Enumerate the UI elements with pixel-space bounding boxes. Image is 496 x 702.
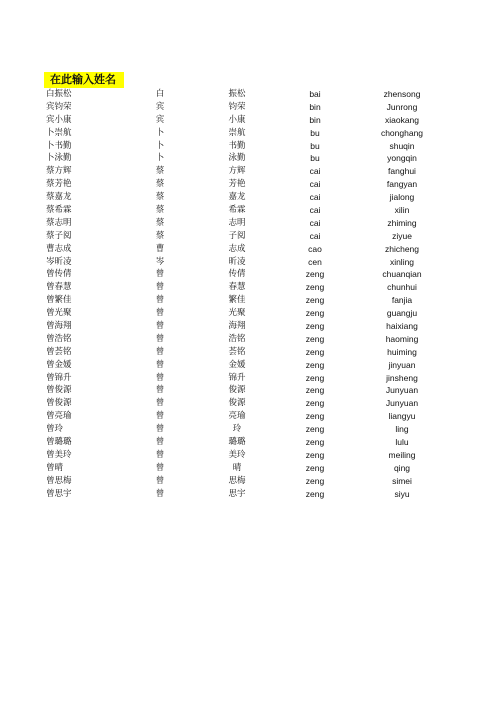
table-row <box>0 359 496 372</box>
full-name-cell[interactable]: 曾繁佳 <box>46 295 72 306</box>
full-name-cell[interactable]: 蔡志明 <box>46 217 72 228</box>
surname-cell[interactable]: 曾 <box>155 437 165 448</box>
full-name-cell[interactable]: 卜书勤 <box>46 140 72 151</box>
given-name-cell[interactable]: 亮瑜 <box>228 411 246 422</box>
given-name-pinyin-cell[interactable]: lulu <box>395 437 409 448</box>
given-name-cell[interactable]: 小康 <box>228 114 246 125</box>
given-name-pinyin-cell[interactable]: chonghang <box>380 127 424 138</box>
table-row <box>0 436 496 449</box>
given-name-cell[interactable]: 书勤 <box>228 140 246 151</box>
given-name-pinyin-cell[interactable]: haoming <box>385 333 419 344</box>
table-row <box>0 256 496 269</box>
full-name-cell[interactable]: 蔡嘉龙 <box>46 192 72 203</box>
surname-pinyin-cell[interactable]: zeng <box>305 424 325 435</box>
surname-cell[interactable]: 岑 <box>155 256 165 267</box>
table-row <box>0 346 496 359</box>
given-name-pinyin-cell[interactable]: siyu <box>394 488 410 499</box>
table-row <box>0 243 496 256</box>
full-name-cell[interactable]: 曾思宇 <box>46 488 72 499</box>
full-name-cell[interactable]: 曾浩铭 <box>46 333 72 344</box>
given-name-cell[interactable]: 俊源 <box>228 398 246 409</box>
given-name-cell[interactable]: 志明 <box>228 217 246 228</box>
surname-cell[interactable]: 蔡 <box>155 217 165 228</box>
table-row <box>0 140 496 153</box>
table-row <box>0 294 496 307</box>
given-name-cell[interactable]: 昕凌 <box>228 256 246 267</box>
surname-pinyin-cell[interactable]: zeng <box>305 282 325 293</box>
given-name-cell[interactable]: 振松 <box>228 89 246 99</box>
given-name-pinyin-cell[interactable]: liangyu <box>388 411 416 422</box>
full-name-cell[interactable]: 曾晴 <box>46 462 64 473</box>
full-name-cell[interactable]: 宾钧荣 <box>46 101 72 112</box>
given-name-pinyin-cell[interactable]: Junyuan <box>385 398 419 409</box>
full-name-cell[interactable]: 蔡希霖 <box>46 205 72 216</box>
table-row <box>0 268 496 281</box>
surname-cell[interactable]: 曾 <box>155 411 165 422</box>
surname-pinyin-cell[interactable]: cai <box>309 205 321 216</box>
full-name-cell[interactable]: 曾亮瑜 <box>46 411 72 422</box>
table-row <box>0 88 496 101</box>
surname-pinyin-cell[interactable]: cai <box>309 166 321 177</box>
full-name-cell[interactable]: 曾光聚 <box>46 308 72 319</box>
full-name-cell[interactable]: 曾璐璐 <box>46 437 72 448</box>
given-name-pinyin-cell[interactable]: zhensong <box>383 89 421 99</box>
table-row <box>0 114 496 127</box>
surname-pinyin-cell[interactable]: zeng <box>305 333 325 344</box>
surname-pinyin-cell[interactable]: bin <box>309 101 321 112</box>
table-row <box>0 307 496 320</box>
full-name-cell[interactable]: 曾美玲 <box>46 449 72 460</box>
full-name-cell[interactable]: 卜崇航 <box>46 127 72 138</box>
given-name-cell[interactable]: 晴 <box>232 462 242 473</box>
surname-pinyin-cell[interactable]: bin <box>309 114 321 125</box>
surname-cell[interactable]: 蔡 <box>155 179 165 190</box>
surname-cell[interactable]: 曾 <box>155 346 165 357</box>
given-name-cell[interactable]: 金媛 <box>228 359 246 370</box>
given-name-cell[interactable]: 浩铭 <box>228 333 246 344</box>
full-name-cell[interactable]: 曾俊源 <box>46 398 72 409</box>
surname-cell[interactable]: 曾 <box>155 269 165 280</box>
given-name-cell[interactable]: 崇航 <box>228 127 246 138</box>
surname-cell[interactable]: 曹 <box>155 243 165 254</box>
table-row <box>0 449 496 462</box>
table-row <box>0 217 496 230</box>
given-name-cell[interactable]: 春慧 <box>228 282 246 293</box>
given-name-pinyin-cell[interactable]: zhiming <box>387 217 417 228</box>
given-name-pinyin-cell[interactable]: ling <box>395 424 409 435</box>
given-name-cell[interactable]: 思宇 <box>228 488 246 499</box>
surname-pinyin-cell[interactable]: bu <box>310 153 320 164</box>
surname-pinyin-cell[interactable]: zeng <box>305 411 325 422</box>
table-row <box>0 320 496 333</box>
given-name-pinyin-cell[interactable]: simei <box>392 475 412 486</box>
given-name-pinyin-cell[interactable]: xiaokang <box>384 114 420 125</box>
table-row <box>0 410 496 423</box>
full-name-cell[interactable]: 曾荟铭 <box>46 346 72 357</box>
table-row <box>0 462 496 475</box>
given-name-cell[interactable]: 锦升 <box>228 372 246 383</box>
full-name-cell[interactable]: 白振松 <box>46 89 72 99</box>
surname-cell[interactable]: 卜 <box>155 140 165 151</box>
given-name-cell[interactable]: 钧荣 <box>228 101 246 112</box>
surname-pinyin-cell[interactable]: zeng <box>305 295 325 306</box>
surname-pinyin-cell[interactable]: cen <box>308 256 322 267</box>
given-name-cell[interactable]: 泳勤 <box>228 153 246 164</box>
surname-pinyin-cell[interactable]: cai <box>309 217 321 228</box>
given-name-pinyin-cell[interactable]: xinling <box>389 256 415 267</box>
surname-cell[interactable]: 卜 <box>155 153 165 164</box>
given-name-pinyin-cell[interactable]: ziyue <box>392 230 412 241</box>
surname-pinyin-cell[interactable]: zeng <box>305 359 325 370</box>
surname-cell[interactable]: 曾 <box>155 282 165 293</box>
given-name-pinyin-cell[interactable]: fangyan <box>386 179 418 190</box>
surname-pinyin-cell[interactable]: zeng <box>305 269 325 280</box>
surname-cell[interactable]: 白 <box>155 89 165 99</box>
given-name-cell[interactable]: 璐璐 <box>228 437 246 448</box>
full-name-cell[interactable]: 卜泳勤 <box>46 153 72 164</box>
surname-pinyin-cell[interactable]: bu <box>310 127 320 138</box>
full-name-cell[interactable]: 蔡芳艳 <box>46 179 72 190</box>
full-name-cell[interactable]: 曾思梅 <box>46 475 72 486</box>
surname-cell[interactable]: 曾 <box>155 308 165 319</box>
surname-cell[interactable]: 蔡 <box>155 192 165 203</box>
given-name-cell[interactable]: 俊源 <box>228 385 246 396</box>
surname-cell[interactable]: 蔡 <box>155 230 165 241</box>
given-name-pinyin-cell[interactable]: guangju <box>386 308 418 319</box>
table-row <box>0 372 496 385</box>
full-name-cell[interactable]: 岑昕凌 <box>46 256 72 267</box>
table-row <box>0 127 496 140</box>
surname-cell[interactable]: 卜 <box>155 127 165 138</box>
full-name-cell[interactable]: 蔡子阅 <box>46 230 72 241</box>
surname-pinyin-cell[interactable]: cai <box>309 192 321 203</box>
table-row <box>0 475 496 488</box>
given-name-cell[interactable]: 嘉龙 <box>228 192 246 203</box>
surname-pinyin-cell[interactable]: zeng <box>305 346 325 357</box>
surname-pinyin-cell[interactable]: zeng <box>305 372 325 383</box>
table-row <box>0 397 496 410</box>
surname-pinyin-cell[interactable]: zeng <box>305 398 325 409</box>
full-name-cell[interactable]: 蔡方辉 <box>46 166 72 177</box>
surname-pinyin-cell[interactable]: zeng <box>305 437 325 448</box>
given-name-cell[interactable]: 方辉 <box>228 166 246 177</box>
given-name-pinyin-cell[interactable]: qing <box>393 462 411 473</box>
full-name-cell[interactable]: 曾锦升 <box>46 372 72 383</box>
table-row <box>0 165 496 178</box>
table-row <box>0 101 496 114</box>
table-row <box>0 423 496 436</box>
name-input-header[interactable]: 在此输入姓名 <box>44 72 124 88</box>
given-name-pinyin-cell[interactable]: fanjia <box>391 295 413 306</box>
surname-pinyin-cell[interactable]: cai <box>309 230 321 241</box>
table-row <box>0 191 496 204</box>
given-name-pinyin-cell[interactable]: shuqin <box>389 140 415 151</box>
surname-pinyin-cell[interactable]: zeng <box>305 385 325 396</box>
given-name-cell[interactable]: 光聚 <box>228 308 246 319</box>
given-name-cell[interactable]: 希霖 <box>228 205 246 216</box>
given-name-pinyin-cell[interactable]: Junyuan <box>385 385 419 396</box>
table-row <box>0 333 496 346</box>
surname-cell[interactable]: 曾 <box>155 424 165 435</box>
given-name-pinyin-cell[interactable]: meiling <box>388 449 416 460</box>
table-row <box>0 488 496 501</box>
surname-pinyin-cell[interactable]: cai <box>309 179 321 190</box>
full-name-cell[interactable]: 曾金媛 <box>46 359 72 370</box>
given-name-pinyin-cell[interactable]: zhicheng <box>384 243 420 254</box>
table-row <box>0 178 496 191</box>
full-name-cell[interactable]: 曾传倩 <box>46 269 72 280</box>
table-row <box>0 384 496 397</box>
surname-cell[interactable]: 曾 <box>155 359 165 370</box>
surname-cell[interactable]: 曾 <box>155 449 165 460</box>
full-name-cell[interactable]: 宾小康 <box>46 114 72 125</box>
surname-cell[interactable]: 宾 <box>155 114 165 125</box>
given-name-pinyin-cell[interactable]: Junrong <box>386 101 418 112</box>
surname-pinyin-cell[interactable]: cao <box>308 243 322 254</box>
full-name-cell[interactable]: 曾玲 <box>46 424 64 435</box>
given-name-cell[interactable]: 传倩 <box>228 269 246 280</box>
given-name-pinyin-cell[interactable]: fanghui <box>388 166 416 177</box>
full-name-cell[interactable]: 曾春慧 <box>46 282 72 293</box>
surname-cell[interactable]: 曾 <box>155 333 165 344</box>
surname-pinyin-cell[interactable]: zeng <box>305 462 325 473</box>
surname-cell[interactable]: 曾 <box>155 475 165 486</box>
given-name-cell[interactable]: 子阅 <box>228 230 246 241</box>
given-name-cell[interactable]: 美玲 <box>228 449 246 460</box>
surname-pinyin-cell[interactable]: bai <box>309 89 321 99</box>
surname-pinyin-cell[interactable]: bu <box>310 140 320 151</box>
given-name-cell[interactable]: 繁佳 <box>228 295 246 306</box>
surname-cell[interactable]: 曾 <box>155 462 165 473</box>
given-name-cell[interactable]: 海翔 <box>228 321 246 332</box>
name-table <box>0 88 496 501</box>
given-name-cell[interactable]: 玲 <box>232 424 242 435</box>
given-name-cell[interactable]: 志成 <box>228 243 246 254</box>
table-row <box>0 281 496 294</box>
full-name-cell[interactable]: 曾俊源 <box>46 385 72 396</box>
surname-cell[interactable]: 曾 <box>155 295 165 306</box>
given-name-cell[interactable]: 荟铭 <box>228 346 246 357</box>
surname-cell[interactable]: 蔡 <box>155 205 165 216</box>
given-name-cell[interactable]: 芳艳 <box>228 179 246 190</box>
surname-pinyin-cell[interactable]: zeng <box>305 488 325 499</box>
given-name-pinyin-cell[interactable]: jialong <box>389 192 415 203</box>
given-name-pinyin-cell[interactable]: jinyuan <box>388 359 416 370</box>
surname-cell[interactable]: 蔡 <box>155 166 165 177</box>
table-row <box>0 230 496 243</box>
surname-cell[interactable]: 曾 <box>155 488 165 499</box>
surname-cell[interactable]: 曾 <box>155 398 165 409</box>
given-name-pinyin-cell[interactable]: yongqin <box>387 153 417 164</box>
surname-pinyin-cell[interactable]: zeng <box>305 449 325 460</box>
surname-cell[interactable]: 曾 <box>155 385 165 396</box>
table-row <box>0 152 496 165</box>
full-name-cell[interactable]: 曾海翔 <box>46 321 72 332</box>
full-name-cell[interactable]: 曹志成 <box>46 243 72 254</box>
surname-pinyin-cell[interactable]: zeng <box>305 475 325 486</box>
surname-pinyin-cell[interactable]: zeng <box>305 321 325 332</box>
given-name-pinyin-cell[interactable]: huiming <box>387 346 417 357</box>
surname-cell[interactable]: 宾 <box>155 101 165 112</box>
given-name-pinyin-cell[interactable]: jinsheng <box>386 372 418 383</box>
given-name-pinyin-cell[interactable]: haixiang <box>386 321 418 332</box>
given-name-pinyin-cell[interactable]: chuanqian <box>382 269 422 280</box>
surname-cell[interactable]: 曾 <box>155 372 165 383</box>
surname-cell[interactable]: 曾 <box>155 321 165 332</box>
given-name-cell[interactable]: 思梅 <box>228 475 246 486</box>
surname-pinyin-cell[interactable]: zeng <box>305 308 325 319</box>
given-name-pinyin-cell[interactable]: chunhui <box>387 282 417 293</box>
given-name-pinyin-cell[interactable]: xilin <box>394 205 410 216</box>
table-row <box>0 204 496 217</box>
